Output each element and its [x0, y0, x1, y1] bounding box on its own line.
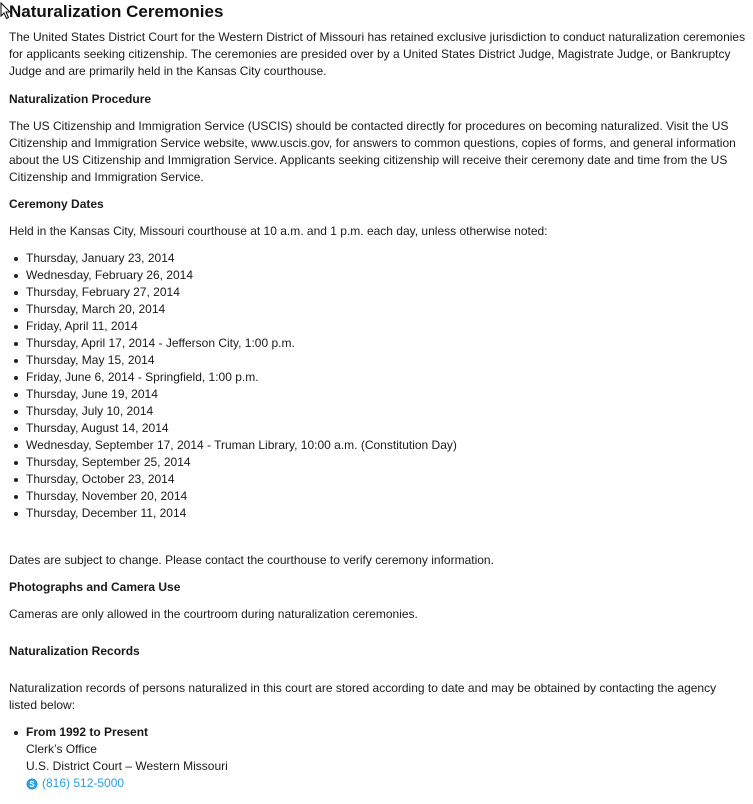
ceremony-date-item: Thursday, January 23, 2014 [9, 250, 457, 267]
ceremony-heading: Ceremony Dates [9, 197, 104, 211]
uscis-link[interactable]: www.uscis.gov [251, 136, 329, 150]
ceremony-date-item: Wednesday, September 17, 2014 - Truman Library, 10:00 a.m. (Constitution Day) [9, 437, 457, 454]
ceremony-date-item: Thursday, August 14, 2014 [9, 420, 457, 437]
procedure-paragraph [9, 118, 747, 186]
records-intro: Naturalization records of persons naturalized in this court are stored according to date and may be obtained by contacting the agency listed below: [9, 681, 717, 712]
ceremony-date-item: Wednesday, February 26, 2014 [9, 267, 457, 284]
records-office: Clerk’s Office [26, 742, 97, 756]
ceremony-date-item: Thursday, July 10, 2014 [9, 403, 457, 420]
dates-note: Dates are subject to change. Please contact the courthouse to verify ceremony information. [9, 553, 494, 567]
skype-icon [26, 778, 38, 790]
records-list-item [9, 724, 228, 792]
photographs-paragraph: Cameras are only allowed in the courtroom during naturalization ceremonies. [9, 607, 418, 621]
ceremony-date-item: Thursday, March 20, 2014 [9, 301, 457, 318]
records-list [9, 724, 228, 792]
ceremony-date-item: Thursday, June 19, 2014 [9, 386, 457, 403]
ceremony-date-item: Thursday, December 11, 2014 [9, 505, 457, 522]
ceremony-date-item: Friday, June 6, 2014 - Springfield, 1:00 p.m. [9, 369, 457, 386]
ceremony-date-item: Thursday, October 23, 2014 [9, 471, 457, 488]
procedure-text-after: , for answers to common questions, copies of forms, and general information about the US Citizenship and Immigration Service. Applicants seeking citizenship will receive their ceremony date and time from the US Citizenship and Immigration Service. [9, 136, 736, 184]
ceremony-date-item: Thursday, February 27, 2014 [9, 284, 457, 301]
ceremony-date-item: Thursday, May 15, 2014 [9, 352, 457, 369]
records-heading: Naturalization Records [9, 644, 140, 658]
ceremony-date-item: Thursday, April 17, 2014 - Jefferson City, 1:00 p.m. [9, 335, 457, 352]
records-period: From 1992 to Present [26, 725, 149, 739]
records-court: U.S. District Court – Western Missouri [26, 759, 228, 773]
ceremony-dates-list [9, 250, 457, 522]
procedure-text-before: The US Citizenship and Immigration Service (USCIS) should be contacted directly for procedures on becoming naturalized. Visit the US Citizenship and Immigration Service website, [9, 119, 729, 150]
phone-number: (816) 512-5000 [42, 776, 125, 790]
procedure-heading: Naturalization Procedure [9, 92, 152, 106]
page-title: Naturalization Ceremonies [9, 2, 224, 21]
ceremony-date-item: Friday, April 11, 2014 [9, 318, 457, 335]
ceremony-date-item: Thursday, November 20, 2014 [9, 488, 457, 505]
photographs-heading: Photographs and Camera Use [9, 580, 181, 594]
intro-paragraph: The United States District Court for the Western District of Missouri has retained exclusive jurisdiction to conduct naturalization ceremonies for applicants seeking citizenship. The ceremonies are presided over by a United States District Judge, Magistrate Judge, or Bankruptcy Judge and are primarily held in the Kansas City courthouse. [9, 30, 746, 78]
ceremony-date-item: Thursday, September 25, 2014 [9, 454, 457, 471]
ceremony-intro: Held in the Kansas City, Missouri courthouse at 10 a.m. and 1 p.m. each day, unless otherwise noted: [9, 224, 548, 238]
phone-link[interactable] [26, 775, 228, 792]
